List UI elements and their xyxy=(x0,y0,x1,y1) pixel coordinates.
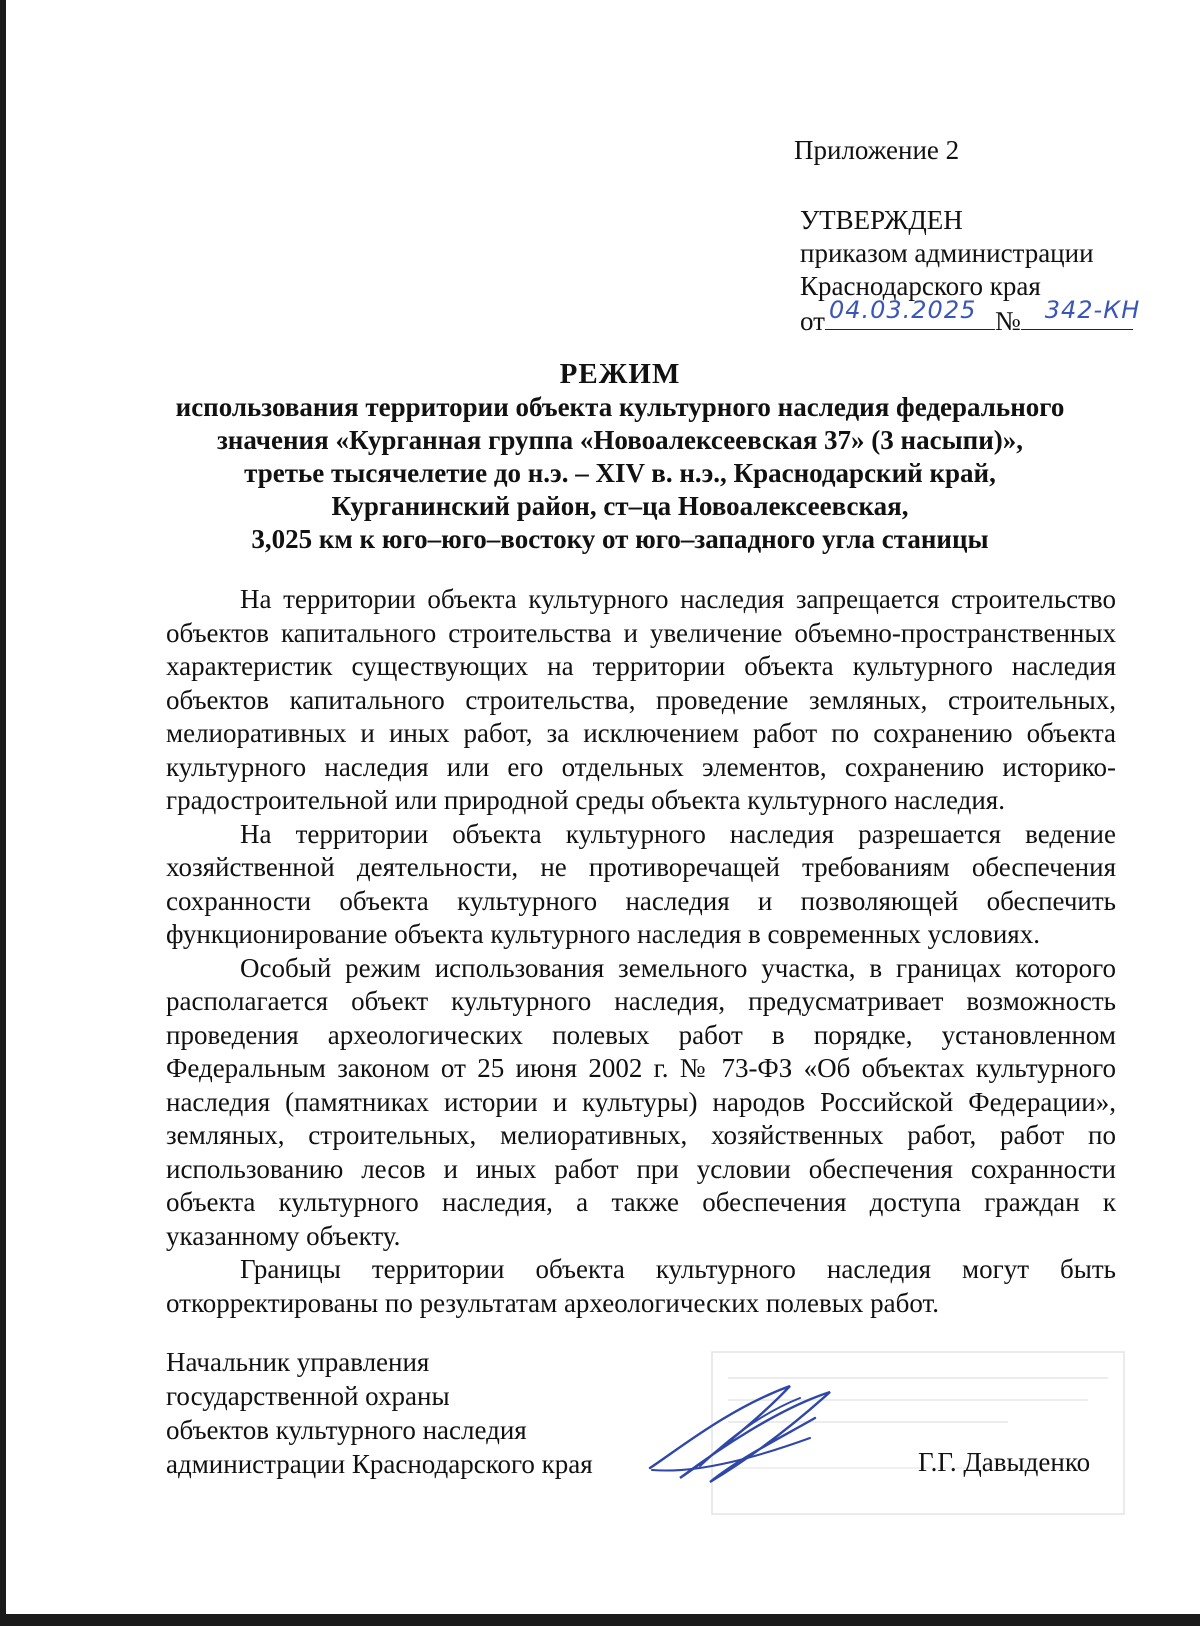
title-line: использования территории объекта культурного наследия федерального xyxy=(175,392,1065,422)
body-paragraph: Особый режим использования земельного участка, в границах которого располагается объект культурного наследия, предусматривает возможность проведения археологических полевых работ в порядке, установленном Федеральным законом от 25 июня 2002 г. № 73-ФЗ «Об объектах культурного наследия (памятниках истории и культуры) народов Российской Федерации», земляных, строительных, мелиоративных, хозяйственных работ, работ по использованию лесов и иных работ при условии обеспечения сохранности объекта культурного наследия, а также обеспечения доступа граждан к указанному объекту. xyxy=(166,952,1116,1251)
body-paragraph: На территории объекта культурного наследия запрещается строительство объектов капитального строительства и увеличение объемно-пространственных характеристик существующих на территории объекта культурного наследия объектов капитального строительства, проведение земляных, строительных, мелиоративных и иных работ, за исключением работ по сохранению объекта культурного наследия или его отдельных элементов, сохранению историко-градостроительной или природной среды объекта культурного наследия. xyxy=(166,584,1116,815)
handwritten-date: 04.03.2025 xyxy=(828,296,977,324)
scan-edge-left xyxy=(0,0,6,1626)
signatory-name: Г.Г. Давыденко xyxy=(918,1447,1091,1477)
region-label: Краснодарского края xyxy=(800,271,1041,301)
title-line: третье тысячелетие до н.э. – XIV в. н.э., Краснодарский край, xyxy=(244,458,996,488)
title-line: 3,025 км к юго–юго–востоку от юго–западного угла станицы xyxy=(251,524,989,554)
handwritten-number: 342-КН xyxy=(1044,296,1141,324)
number-label: № xyxy=(994,306,1021,336)
position-line: Начальник управления xyxy=(166,1347,430,1377)
approved-label: УТВЕРЖДЕН xyxy=(800,205,963,235)
title-line: Курганинский район, ст–ца Новоалексеевская, xyxy=(331,491,909,521)
position-line: администрации Краснодарского края xyxy=(166,1449,593,1479)
appendix-label: Приложение 2 xyxy=(794,135,960,165)
body-paragraph: Границы территории объекта культурного наследия могут быть откорректированы по результатам археологических полевых работ. xyxy=(166,1254,1116,1318)
handwritten-signature xyxy=(640,1378,840,1488)
date-blank xyxy=(825,296,995,330)
approved-stamp-text xyxy=(800,204,1140,339)
from-label: от xyxy=(800,306,825,336)
number-blank xyxy=(1021,296,1141,330)
position-line: государственной охраны xyxy=(166,1381,450,1411)
by-order-label: приказом администрации xyxy=(800,238,1094,268)
title-main: РЕЖИМ xyxy=(559,358,681,390)
body-paragraph: На территории объекта культурного наследия разрешается ведение хозяйственной деятельности, не противоречащей требованиям обеспечения сохранности объекта культурного наследия и позволяющей обеспечить функционирование объекта культурного наследия в современных условиях. xyxy=(166,818,1116,949)
signatory-position xyxy=(166,1345,593,1481)
position-line: объектов культурного наследия xyxy=(166,1415,527,1445)
order-date-line xyxy=(800,296,1141,339)
document-title xyxy=(120,358,1120,556)
title-line: значения «Курганная группа «Новоалексеевская 37» (3 насыпи)», xyxy=(216,425,1024,455)
document-body xyxy=(166,583,1116,1320)
approval-block xyxy=(794,134,1141,336)
scan-edge-bottom xyxy=(0,1614,1200,1626)
